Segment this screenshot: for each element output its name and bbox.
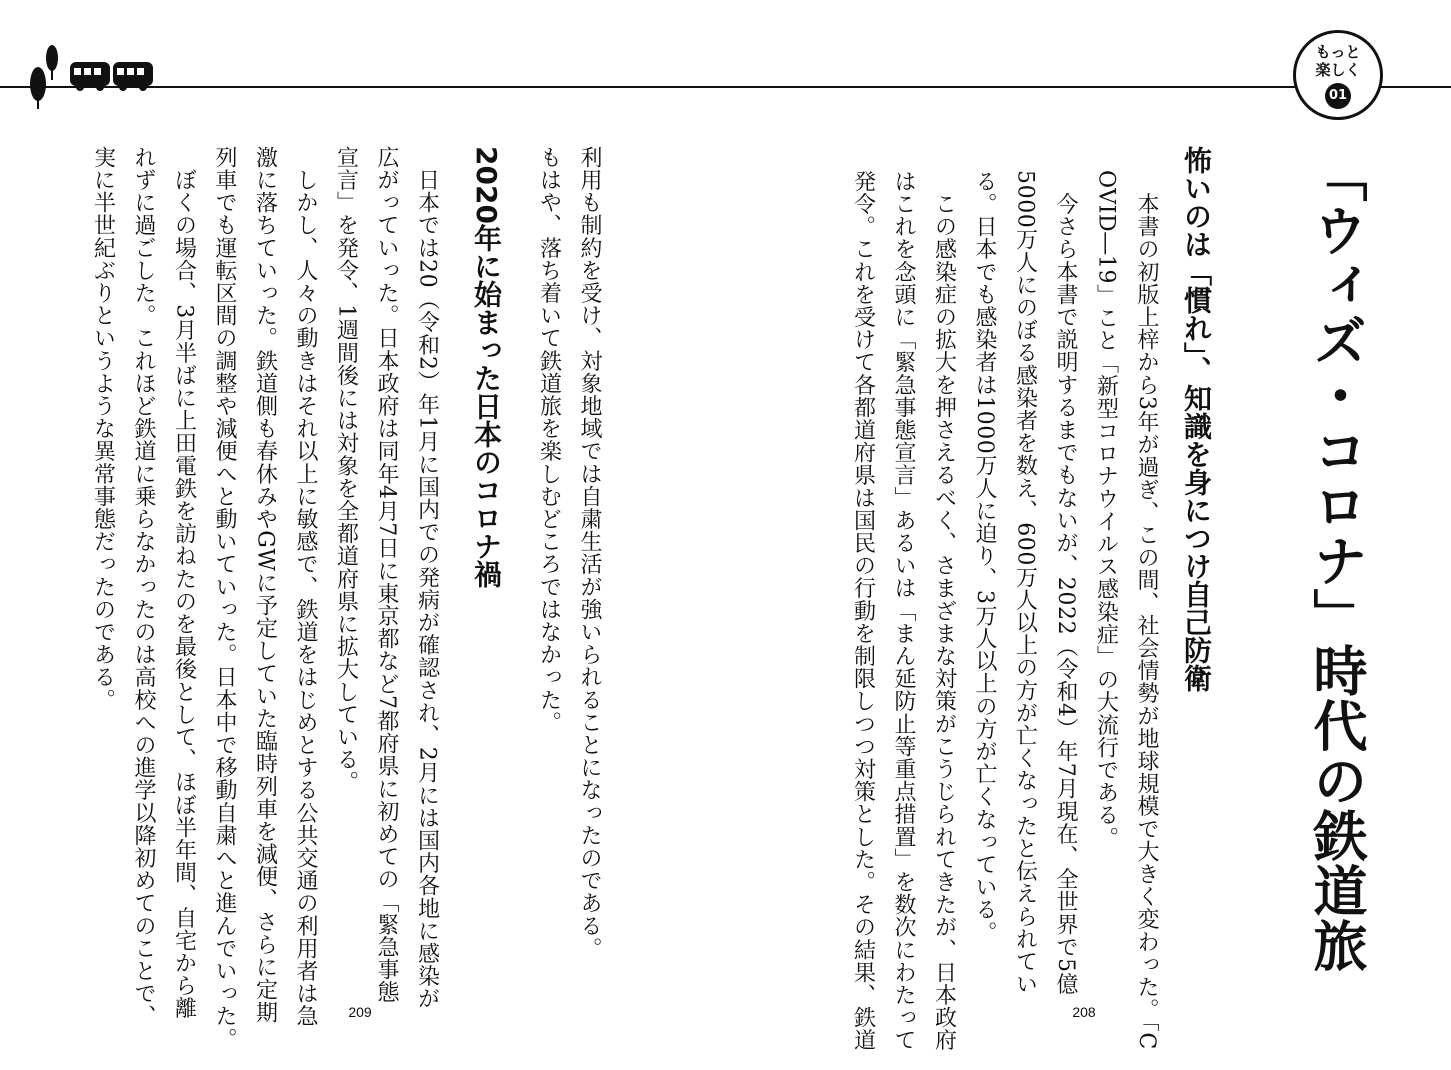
left-page-body-top bbox=[528, 146, 609, 960]
left-page-body-bottom bbox=[82, 146, 447, 1050]
text-column: 利用も制約を受け、対象地域では自粛生活が強いられることになったのである。 bbox=[577, 146, 602, 960]
chapter-badge bbox=[1293, 30, 1383, 120]
text-column: れずに過ごした。これほど鉄道に乗らなかったのは高校への進学以降初めてのことで、 bbox=[131, 146, 156, 1028]
text-column: 宣言」を発令、1週間後には対象を全都道府県に拡大している。 bbox=[333, 146, 359, 794]
text-column: この感染症の拡大を押さえるべく、さまざまな対策がこうじられてきたが、日本政府 bbox=[931, 170, 957, 1052]
text-column: 実に半世紀ぶりというような異常事態だったのである。 bbox=[90, 146, 116, 711]
subtitle: 怖いのは「慣れ」、知識を身につけ自己防衛 bbox=[1180, 146, 1213, 692]
header-rule bbox=[0, 86, 1451, 88]
page-number-left: 209 bbox=[348, 1004, 372, 1020]
tree-train-icon bbox=[24, 42, 164, 112]
text-column: 今さら本書で説明するまでもないが、2022（令和4）年7月現在、全世界で5億 bbox=[1053, 170, 1078, 996]
badge-line-1: もっと bbox=[1315, 43, 1361, 61]
text-column: 本書の初版上梓から3年が過ぎ、この間、社会情勢が地球規模で大きく変わった。「C bbox=[1134, 170, 1159, 1050]
text-column: はこれを念頭に「緊急事態宣言」あるいは「まん延防止等重点措置」を数次にわたって bbox=[891, 170, 916, 1052]
text-column: 激に落ちていった。鉄道側も春休みやGWに予定していた臨時列車を減便、さらに定期 bbox=[252, 146, 278, 1024]
page-number-right: 208 bbox=[1072, 1004, 1096, 1020]
text-column: 5000万人にのぼる感染者を数え、600万人以上の方が亡くなったと伝えられてい bbox=[1012, 170, 1038, 996]
text-column: もはや、落ち着いて鉄道旅を楽しむどころではなかった。 bbox=[536, 146, 562, 734]
page-title: 「ウィズ・コロナ」時代の鉄道旅 bbox=[1305, 148, 1368, 973]
text-column: 列車でも運転区間の調整や減便へと動いていった。日本中で移動自粛へと進んでいった。 bbox=[212, 146, 237, 1050]
text-column: る。日本でも感染者は1000万人に迫り、3万人以上の方が亡くなっている。 bbox=[972, 170, 997, 944]
text-column: 発令。これを受けて各都道府県は国民の行動を制限しつつ対策とした。その結果、鉄道 bbox=[850, 170, 876, 1052]
section-heading: 2020年に始まった日本のコロナ禍 bbox=[470, 146, 503, 588]
badge-number: 01 bbox=[1325, 83, 1351, 109]
right-page-body bbox=[842, 170, 1166, 1051]
badge-line-2: 楽しく bbox=[1315, 61, 1361, 79]
text-column: OVID―19」こと「新型コロナウイルス感染症」の大流行である。 bbox=[1093, 170, 1119, 850]
text-column: ぼくの場合、3月半ばに上田電鉄を訪ねたのを最後として、ほぼ半年間、自宅から離 bbox=[171, 146, 197, 1020]
text-column: しかし、人々の動きはそれ以上に敏感で、鉄道をはじめとする公共交通の利用者は急 bbox=[293, 146, 318, 1028]
text-column: 広がっていった。日本政府は同年4月7日に東京都など7都府県に初めての「緊急事態 bbox=[374, 146, 399, 1004]
text-column: 日本では20（令和2）年1月に国内での発病が確認され、2月には国内各地に感染が bbox=[414, 146, 440, 1010]
